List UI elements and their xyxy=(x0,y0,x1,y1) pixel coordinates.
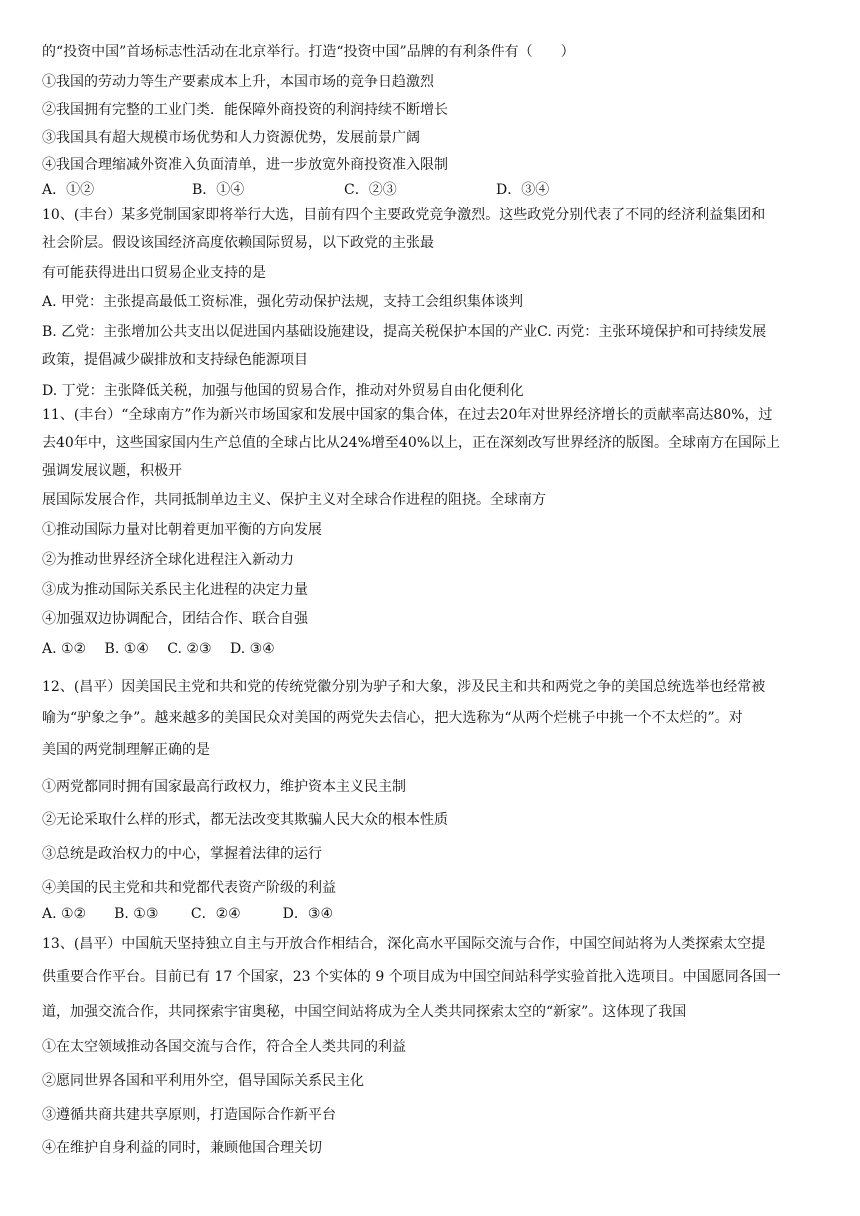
q12-stem-line-3: 美国的两党制理解正确的是 xyxy=(42,742,210,758)
q12-statement-2: ②无论采取什么样的形式，都无法改变其欺骗人民大众的根本性质 xyxy=(42,812,448,828)
q10-stem-line-2: 社会阶层。假设该国经济高度依赖国际贸易，以下政党的主张最 xyxy=(42,235,434,251)
q10-option-c-cont: 政策，提倡减少碳排放和支持绿色能源项目 xyxy=(42,352,308,368)
q10-option-a: A. 甲党：主张提高最低工资标准，强化劳动保护法规，支持工会组织集体谈判 xyxy=(42,294,524,310)
q13-statement-4: ④在维护自身利益的同时，兼顾他国合理关切 xyxy=(42,1140,322,1156)
q12-statement-4: ④美国的民主党和共和党都代表资产阶级的利益 xyxy=(42,880,336,896)
q13-statement-3: ③遵循共商共建共享原则，打造国际合作新平台 xyxy=(42,1107,336,1123)
q13-statement-1: ①在太空领域推动各国交流与合作，符合全人类共同的利益 xyxy=(42,1039,406,1055)
q9-option-d: D．③④ xyxy=(496,182,550,198)
q13-statement-2: ②愿同世界各国和平利用外空，倡导国际关系民主化 xyxy=(42,1073,364,1089)
q10-stem-line-3: 有可能获得进出口贸易企业支持的是 xyxy=(42,265,266,281)
q12-options: A. ①② B. ①③ C．②④ D．③④ xyxy=(42,906,333,922)
q9-statement-2: ②我国拥有完整的工业门类．能保障外商投资的利润持续不断增长 xyxy=(42,102,448,118)
q11-stem-line-4: 展国际发展合作，共同抵制单边主义、保护主义对全球合作进程的阻挠。全球南方 xyxy=(42,492,546,508)
q13-stem-line-1: 13、(昌平）中国航天坚持独立自主与开放合作相结合，深化高水平国际交流与合作，中国空间站将为人类探索太空提 xyxy=(42,936,766,952)
q12-statement-3: ③总统是政治权力的中心，掌握着法律的运行 xyxy=(42,846,322,862)
q10-option-b-c: B. 乙党：主张增加公共支出以促进国内基础设施建设，提高关税保护本国的产业C. 丙党：主张环境保护和可持续发展 xyxy=(42,324,767,340)
q11-options: A. ①② B. ①④ C. ②③ D. ③④ xyxy=(42,641,275,657)
q11-statement-1: ①推动国际力量对比朝着更加平衡的方向发展 xyxy=(42,522,322,538)
q11-stem-line-3: 强调发展议题，积极开 xyxy=(42,463,182,479)
q11-stem-line-2: 去40年中，这些国家国内生产总值的全球占比从24%增至40%以上，正在深刻改写世界经济的版图。全球南方在国际上 xyxy=(42,435,781,451)
q9-statement-1: ①我国的劳动力等生产要素成本上升，本国市场的竞争日趋激烈 xyxy=(42,74,434,90)
q9-option-c: C．②③ xyxy=(344,182,397,198)
q13-stem-line-3: 道，加强交流合作，共同探索宇宙奥秘，中国空间站将成为全人类共同探索太空的“新家”。这体现了我国 xyxy=(42,1004,687,1020)
q9-statement-4: ④我国合理缩减外资准入负面清单，进一步放宽外商投资准入限制 xyxy=(42,157,448,173)
q12-statement-1: ①两党都同时拥有国家最高行政权力，维护资本主义民主制 xyxy=(42,779,406,795)
q9-option-a: A．①② xyxy=(42,182,95,198)
q10-stem-line-1: 10、(丰台）某多党制国家即将举行大选，目前有四个主要政党竞争激烈。这些政党分别代表了不同的经济利益集团和 xyxy=(42,207,766,223)
q11-statement-4: ④加强双边协调配合，团结合作、联合自强 xyxy=(42,611,308,627)
q10-option-d: D. 丁党：主张降低关税，加强与他国的贸易合作，推动对外贸易自由化便利化 xyxy=(42,383,524,399)
q11-stem-line-1: 11、(丰台）“全球南方”作为新兴市场国家和发展中国家的集合体，在过去20年对世界经济增长的贡献率高达80%，过 xyxy=(42,407,773,423)
q13-stem-line-2: 供重要合作平台。目前已有 17 个国家，23 个实体的 9 个项目成为中国空间站科学实验首批入选项目。中国愿同各国一 xyxy=(42,969,781,985)
q11-statement-2: ②为推动世界经济全球化进程注入新动力 xyxy=(42,552,294,568)
q12-stem-line-2: 喻为“驴象之争”。越来越多的美国民众对美国的两党失去信心，把大选称为“从两个烂桃子中挑一个不太烂的”。对 xyxy=(42,710,743,726)
q9-option-b: B．①④ xyxy=(192,182,245,198)
q12-stem-line-1: 12、(昌平）因美国民主党和共和党的传统党徽分别为驴子和大象，涉及民主和共和两党之争的美国总统选举也经常被 xyxy=(42,679,766,695)
q9-stem: 的“投资中国”首场标志性活动在北京举行。打造“投资中国”品牌的有利条件有（ ） xyxy=(42,44,575,60)
q9-statement-3: ③我国具有超大规模市场优势和人力资源优势，发展前景广阔 xyxy=(42,130,420,146)
q11-statement-3: ③成为推动国际关系民主化进程的决定力量 xyxy=(42,582,308,598)
